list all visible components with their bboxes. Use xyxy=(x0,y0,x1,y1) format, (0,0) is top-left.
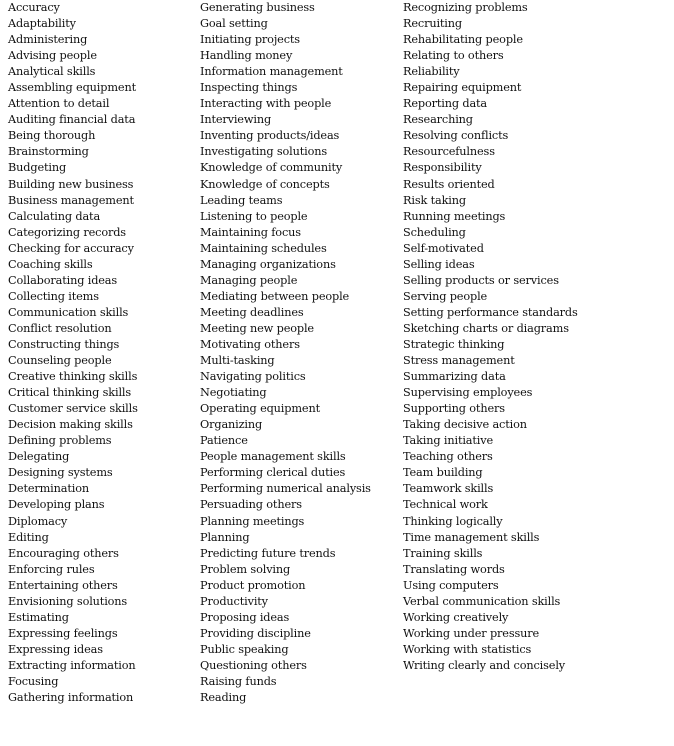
skill-item: Checking for accuracy xyxy=(8,241,134,255)
skill-item: Collecting items xyxy=(8,289,99,303)
skill-item: Building new business xyxy=(8,177,134,191)
skill-item: Calculating data xyxy=(8,209,101,223)
skill-item: Expressing ideas xyxy=(8,642,103,656)
skill-item: Envisioning solutions xyxy=(8,594,128,608)
skill-item: Technical work xyxy=(403,498,488,512)
skill-item: Designing systems xyxy=(8,466,113,480)
skill-item: Resolving conflicts xyxy=(403,129,509,143)
skill-item: Maintaining schedules xyxy=(200,241,327,255)
skill-item: Running meetings xyxy=(403,209,506,223)
skill-item: Working creatively xyxy=(403,610,509,624)
skill-item: Decision making skills xyxy=(8,418,133,432)
skill-item: Developing plans xyxy=(8,498,105,512)
skill-item: Predicting future trends xyxy=(200,546,336,560)
skill-item: Investigating solutions xyxy=(200,145,328,159)
skill-item: Translating words xyxy=(403,562,505,576)
skill-item: Performing numerical analysis xyxy=(200,482,371,496)
skill-item: Selling ideas xyxy=(403,257,475,271)
skill-item: Repairing equipment xyxy=(403,81,522,95)
skill-item: Sketching charts or diagrams xyxy=(403,321,569,335)
skill-item: Being thorough xyxy=(8,129,96,143)
skill-item: Risk taking xyxy=(403,193,466,207)
skill-item: Knowledge of concepts xyxy=(200,177,330,191)
skill-item: Expressing feelings xyxy=(8,626,118,640)
skill-item: Managing organizations xyxy=(200,257,336,271)
skill-item: Operating equipment xyxy=(200,402,320,416)
skill-item: Inventing products/ideas xyxy=(200,129,340,143)
skill-item: Critical thinking skills xyxy=(8,386,132,400)
skill-item: Taking initiative xyxy=(403,434,494,448)
skill-item: Communication skills xyxy=(8,305,129,319)
skill-item: Navigating politics xyxy=(200,370,306,384)
skill-item: Enforcing rules xyxy=(8,562,95,576)
skill-item: Performing clerical duties xyxy=(200,466,346,480)
skill-item: Relating to others xyxy=(403,49,504,63)
skill-item: Knowledge of community xyxy=(200,161,343,175)
skill-item: Editing xyxy=(8,530,49,544)
skill-item: Scheduling xyxy=(403,225,466,239)
skill-item: Strategic thinking xyxy=(403,337,505,351)
skill-item: Organizing xyxy=(200,418,263,432)
skill-item: Serving people xyxy=(403,289,488,303)
skill-item: Verbal communication skills xyxy=(403,594,561,608)
skill-item: Accuracy xyxy=(8,1,60,14)
skill-item: Self-motivated xyxy=(403,241,484,255)
skill-item: Rehabilitating people xyxy=(403,33,523,47)
skill-item: Working under pressure xyxy=(403,626,540,640)
skill-item: Brainstorming xyxy=(8,145,89,159)
skill-item: Maintaining focus xyxy=(200,225,301,239)
skill-item: Diplomacy xyxy=(8,514,68,528)
skill-item: Motivating others xyxy=(200,337,300,351)
skill-item: Meeting new people xyxy=(200,321,314,335)
skills-column-3 xyxy=(403,0,578,674)
skill-item: Mediating between people xyxy=(200,289,350,303)
skill-item: Training skills xyxy=(403,546,483,560)
skill-item: Attention to detail xyxy=(8,97,110,111)
skill-item: Handling money xyxy=(200,49,293,63)
skill-item: Thinking logically xyxy=(403,514,503,528)
skill-item: Initiating projects xyxy=(200,33,300,47)
skill-item: Adaptability xyxy=(8,17,76,31)
skill-item: Stress management xyxy=(403,354,515,368)
skill-item: Taking decisive action xyxy=(403,418,527,432)
skill-item: Creative thinking skills xyxy=(8,370,138,384)
skill-item: Product promotion xyxy=(200,578,306,592)
skill-item: Raising funds xyxy=(200,674,277,688)
skill-item: Assembling equipment xyxy=(8,81,136,95)
skill-item: Writing clearly and concisely xyxy=(403,658,566,672)
skill-item: Interviewing xyxy=(200,113,272,127)
skill-item: Researching xyxy=(403,113,473,127)
skill-item: Listening to people xyxy=(200,209,308,223)
skill-item: Questioning others xyxy=(200,658,307,672)
skill-item: Entertaining others xyxy=(8,578,118,592)
skill-item: Negotiating xyxy=(200,386,267,400)
skill-item: Delegating xyxy=(8,450,70,464)
skill-item: Reading xyxy=(200,691,247,705)
skill-item: Resourcefulness xyxy=(403,145,495,159)
skill-item: Planning xyxy=(200,530,250,544)
skill-item: Determination xyxy=(8,482,89,496)
skill-item: Recruiting xyxy=(403,17,462,31)
skill-item: Setting performance standards xyxy=(403,305,578,319)
skills-column-1 xyxy=(8,0,138,706)
skill-item: Estimating xyxy=(8,610,69,624)
skill-item: Focusing xyxy=(8,674,59,688)
skill-item: People management skills xyxy=(200,450,346,464)
skill-item: Recognizing problems xyxy=(403,1,528,14)
skill-item: Multi-tasking xyxy=(200,354,275,368)
skill-item: Responsibility xyxy=(403,161,482,175)
skill-item: Conflict resolution xyxy=(8,321,112,335)
skill-item: Customer service skills xyxy=(8,402,138,416)
skill-item: Leading teams xyxy=(200,193,283,207)
skill-item: Extracting information xyxy=(8,658,136,672)
skills-column-2 xyxy=(200,0,371,706)
skill-item: Productivity xyxy=(200,594,268,608)
skill-item: Meeting deadlines xyxy=(200,305,304,319)
skill-item: Planning meetings xyxy=(200,514,305,528)
skill-item: Problem solving xyxy=(200,562,291,576)
skill-item: Business management xyxy=(8,193,134,207)
skill-item: Administering xyxy=(8,33,88,47)
skill-item: Teamwork skills xyxy=(403,482,494,496)
skill-item: Time management skills xyxy=(403,530,540,544)
skill-item: Generating business xyxy=(200,1,315,14)
skill-item: Budgeting xyxy=(8,161,67,175)
skill-item: Gathering information xyxy=(8,691,134,705)
skill-item: Public speaking xyxy=(200,642,289,656)
skill-item: Coaching skills xyxy=(8,257,93,271)
skill-item: Information management xyxy=(200,65,343,79)
skill-item: Counseling people xyxy=(8,354,112,368)
skill-item: Selling products or services xyxy=(403,273,559,287)
skill-item: Goal setting xyxy=(200,17,268,31)
skill-item: Patience xyxy=(200,434,248,448)
skill-item: Managing people xyxy=(200,273,298,287)
skill-item: Interacting with people xyxy=(200,97,332,111)
skill-item: Results oriented xyxy=(403,177,495,191)
skill-item: Encouraging others xyxy=(8,546,119,560)
skill-item: Teaching others xyxy=(403,450,493,464)
skill-item: Proposing ideas xyxy=(200,610,290,624)
skill-item: Persuading others xyxy=(200,498,302,512)
skill-item: Constructing things xyxy=(8,337,120,351)
skill-item: Team building xyxy=(403,466,483,480)
skill-item: Analytical skills xyxy=(8,65,96,79)
skill-item: Summarizing data xyxy=(403,370,506,384)
skill-item: Supervising employees xyxy=(403,386,533,400)
skill-item: Using computers xyxy=(403,578,499,592)
skill-item: Collaborating ideas xyxy=(8,273,118,287)
skill-item: Supporting others xyxy=(403,402,505,416)
skill-item: Categorizing records xyxy=(8,225,126,239)
skill-item: Reliability xyxy=(403,65,460,79)
skill-item: Inspecting things xyxy=(200,81,298,95)
skill-item: Providing discipline xyxy=(200,626,311,640)
skill-item: Defining problems xyxy=(8,434,112,448)
skill-item: Working with statistics xyxy=(403,642,532,656)
skill-item: Advising people xyxy=(8,49,97,63)
skill-item: Reporting data xyxy=(403,97,488,111)
skill-item: Auditing financial data xyxy=(8,113,136,127)
